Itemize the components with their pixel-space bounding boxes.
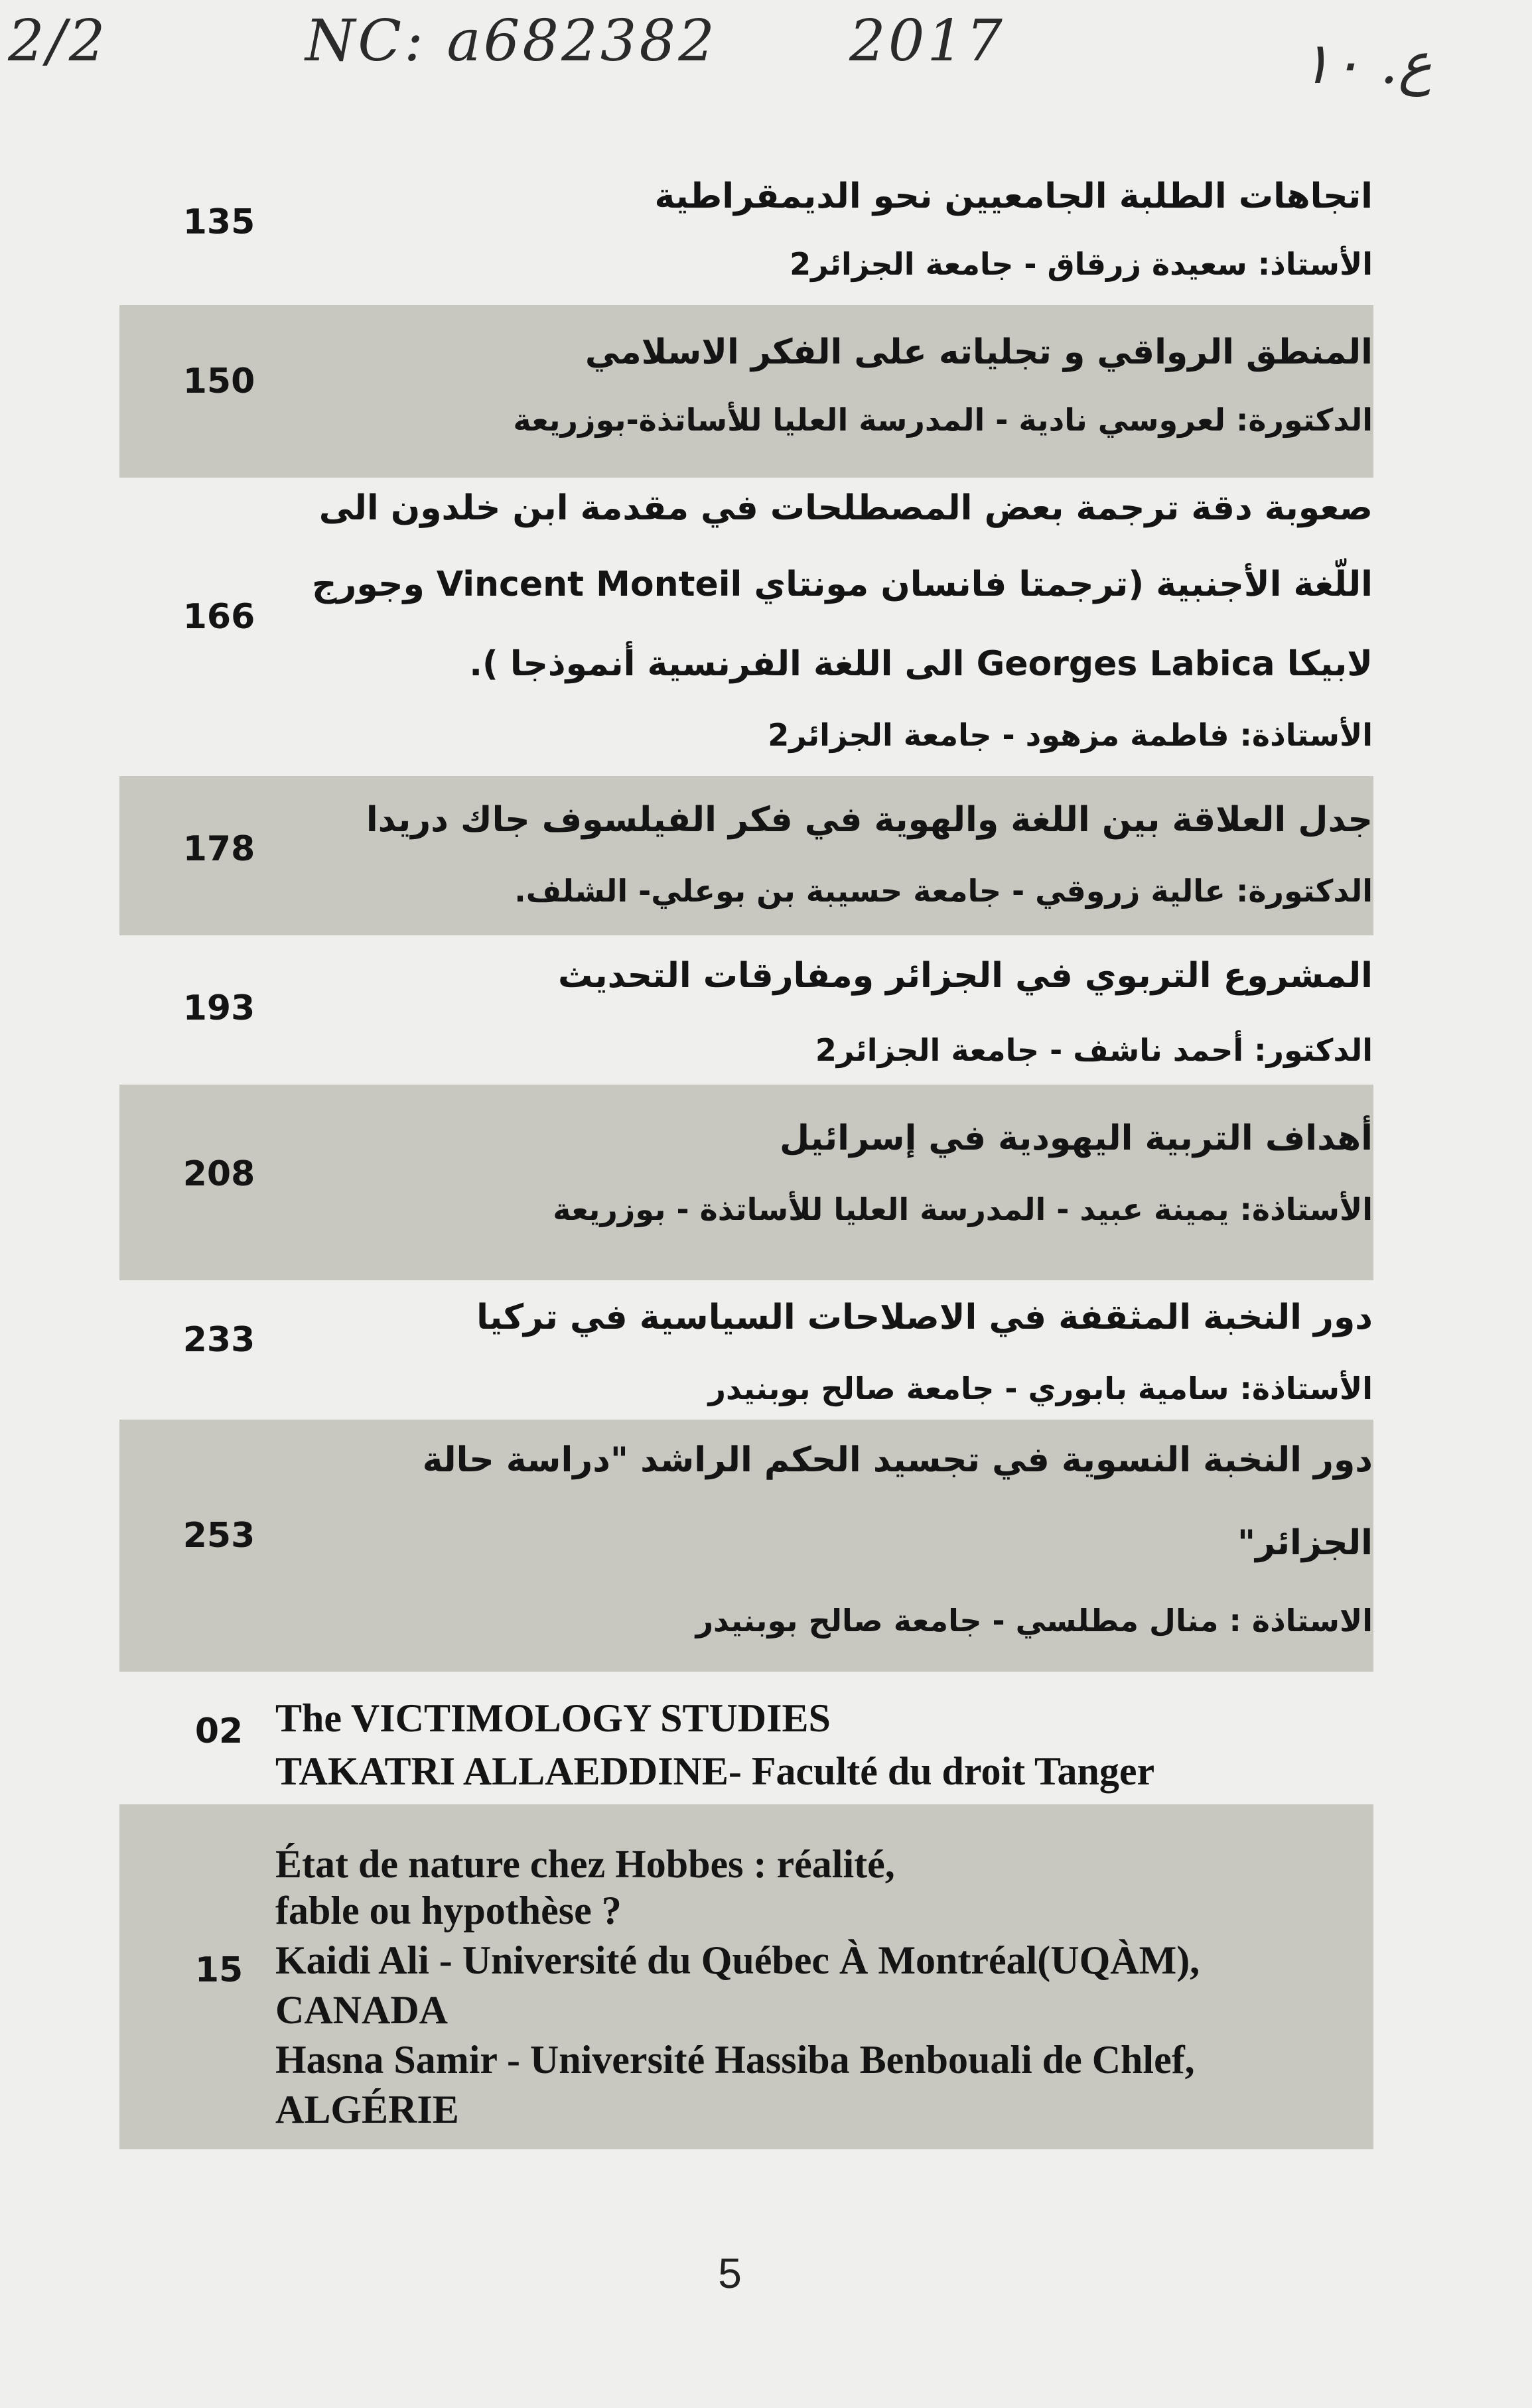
toc-title-line: صعوبة دقة ترجمة بعض المصطلحات في مقدمة ابن خلدون الى bbox=[318, 488, 1373, 528]
toc-author: الأستاذة: يمينة عبيد - المدرسة العليا للأساتذة - بوزريعة bbox=[553, 1191, 1373, 1227]
toc-page-number: 208 bbox=[182, 1154, 255, 1194]
toc-title: أهداف التربية اليهودية في إسرائيل bbox=[780, 1118, 1373, 1158]
toc-foreign-line: The VICTIMOLOGY STUDIES bbox=[275, 1696, 831, 1740]
toc-title: اتجاهات الطلبة الجامعيين نحو الديمقراطية bbox=[654, 176, 1373, 216]
toc-foreign-line: ALGÉRIE bbox=[275, 2088, 459, 2131]
toc-title: المشروع التربوي في الجزائر ومفارقات التحديث bbox=[558, 956, 1373, 996]
toc-title-line: الجزائر" bbox=[1237, 1523, 1373, 1563]
toc-author: الاستاذة : منال مطلسي - جامعة صالح بوبنيدر bbox=[695, 1603, 1373, 1639]
toc-page-number: 233 bbox=[182, 1320, 255, 1360]
toc-foreign-line: Hasna Samir - Université Hassiba Benbouali de Chlef, bbox=[275, 2038, 1195, 2082]
page-number: 5 bbox=[718, 2249, 742, 2297]
toc-author: الأستاذة: فاطمة مزهود - جامعة الجزائر2 bbox=[768, 717, 1373, 753]
toc-title-line: دور النخبة النسوية في تجسيد الحكم الراشد "دراسة حالة bbox=[422, 1440, 1373, 1480]
toc-author: الدكتورة: عالية زروقي - جامعة حسيبة بن بوعلي- الشلف. bbox=[514, 873, 1373, 909]
shade-band bbox=[119, 1085, 1373, 1280]
toc-foreign-line: CANADA bbox=[275, 1988, 448, 2032]
handwritten-year: 2017 bbox=[849, 8, 1005, 74]
toc-foreign-line: État de nature chez Hobbes : réalité, bbox=[275, 1842, 895, 1886]
toc-foreign-line: fable ou hypothèse ? bbox=[275, 1889, 622, 1932]
toc-page-number: 135 bbox=[182, 202, 255, 242]
toc-title-line: اللّغة الأجنبية (ترجمتا فانسان مونتاي Vincent Monteil وجورج bbox=[311, 565, 1373, 604]
toc-page-number: 193 bbox=[182, 988, 255, 1028]
toc-page-number: 253 bbox=[182, 1516, 255, 1556]
shade-band bbox=[119, 305, 1373, 478]
toc-author: الدكتور: أحمد ناشف - جامعة الجزائر2 bbox=[815, 1032, 1373, 1068]
toc-page-number: 15 bbox=[194, 1950, 244, 1990]
handwritten-part-note: 2/2 bbox=[8, 8, 108, 74]
toc-foreign-line: Kaidi Ali - Université du Québec À Montréal(UQÀM), bbox=[275, 1938, 1200, 1982]
toc-page-number: 166 bbox=[182, 597, 255, 637]
toc-title: جدل العلاقة بين اللغة والهوية في فكر الفيلسوف جاك دريدا bbox=[366, 800, 1373, 840]
toc-author: الأستاذ: سعيدة زرقاق - جامعة الجزائر2 bbox=[790, 246, 1373, 282]
toc-foreign-line: TAKATRI ALLAEDDINE- Faculté du droit Tanger bbox=[275, 1749, 1155, 1793]
handwritten-issue-number: ع. ١٠ bbox=[1300, 31, 1432, 97]
toc-title: المنطق الرواقي و تجلياته على الفكر الاسلامي bbox=[585, 332, 1373, 372]
toc-title: دور النخبة المثقفة في الاصلاحات السياسية في تركيا bbox=[476, 1298, 1373, 1337]
toc-page-number: 150 bbox=[182, 362, 255, 401]
toc-author: الأستاذة: سامية بابوري - جامعة صالح بوبنيدر bbox=[708, 1371, 1373, 1406]
toc-title-line: لابيكا Georges Labica الى اللغة الفرنسية أنموذجا ). bbox=[469, 644, 1373, 684]
handwritten-nc-number: NC: a682382 bbox=[305, 8, 717, 74]
toc-page-number: 178 bbox=[182, 829, 255, 869]
toc-page-number: 02 bbox=[194, 1711, 244, 1751]
toc-author: الدكتورة: لعروسي نادية - المدرسة العليا للأساتذة-بوزريعة bbox=[513, 402, 1373, 438]
